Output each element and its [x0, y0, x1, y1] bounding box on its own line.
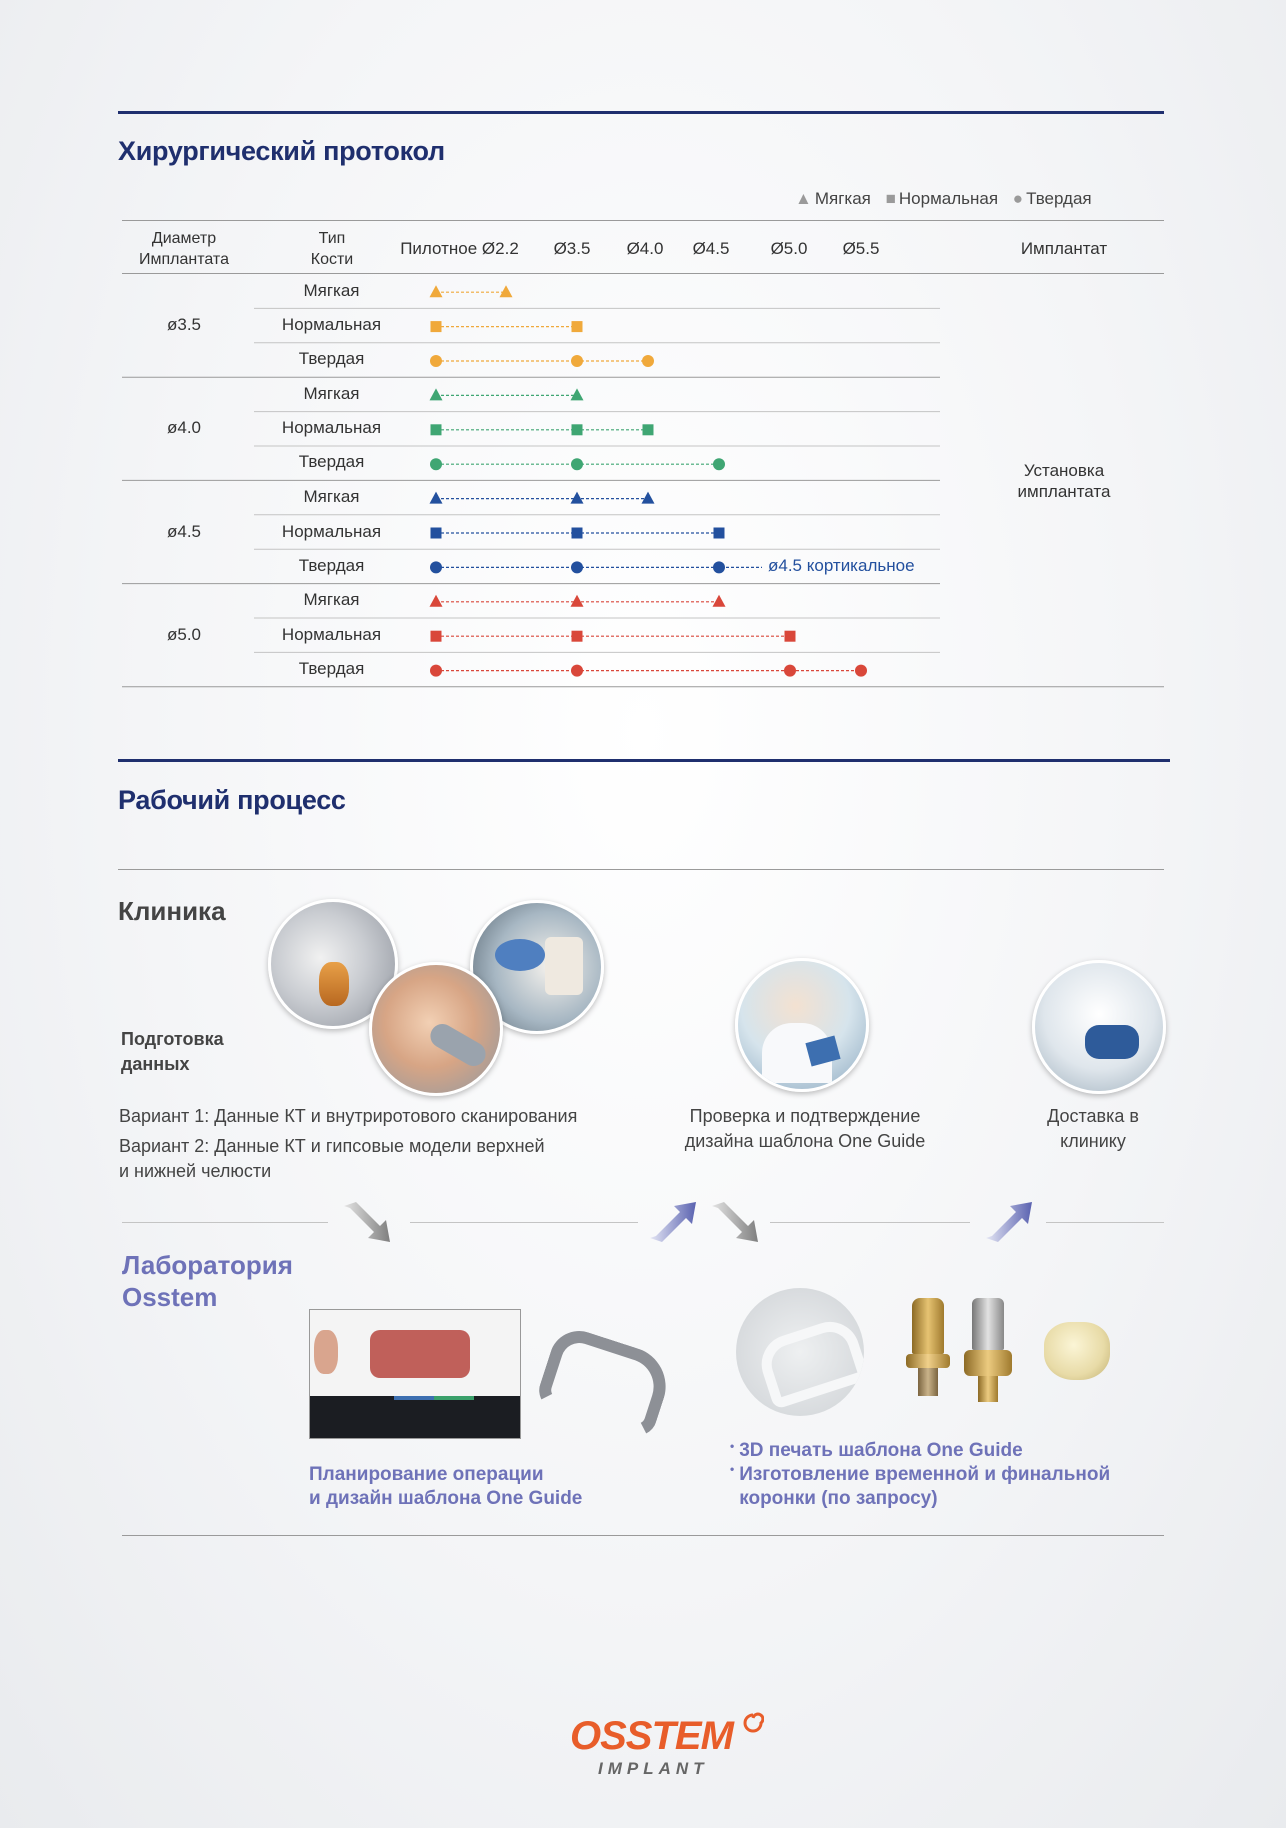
bone-label: Твердая [298, 556, 365, 575]
group-diameter-40: ø4.0 [166, 418, 202, 437]
header-drill-40: Ø4.0 [626, 239, 664, 258]
crown-photo [1044, 1322, 1110, 1380]
drill-marker-circle [784, 665, 796, 677]
bone-label: Мягкая [303, 590, 360, 609]
workflow-title: Рабочий процесс [118, 785, 346, 815]
planning-software-screenshot [309, 1309, 521, 1439]
drill-marker-square [572, 321, 583, 332]
drill-marker-triangle [571, 492, 584, 504]
drill-marker-circle [571, 665, 583, 677]
drill-marker-triangle [500, 285, 513, 297]
drill-marker-square [714, 528, 725, 539]
lab-title: Лаборатория Osstem [122, 1250, 293, 1312]
drill-marker-triangle [642, 492, 655, 504]
protocol-drill-chart [0, 0, 1286, 700]
workflow-top-rule [118, 759, 1170, 762]
drill-marker-triangle [713, 595, 726, 607]
drill-marker-triangle [430, 595, 443, 607]
drill-marker-square [572, 528, 583, 539]
drill-marker-circle [430, 665, 442, 677]
drill-marker-circle [855, 665, 867, 677]
header-diameter: Диаметр Имплантата [139, 230, 229, 268]
legend-normal: ■ Нормальная [885, 189, 999, 208]
prep-title: Подготовка данных [121, 1029, 224, 1074]
flow-divider [122, 1222, 328, 1223]
guide-model-render [540, 1316, 650, 1434]
bone-label: Мягкая [303, 384, 360, 403]
drill-marker-triangle [430, 285, 443, 297]
circle-icon: ● [1012, 189, 1024, 208]
doctor-tablet-photo [735, 958, 869, 1092]
bone-label: Нормальная [281, 315, 382, 334]
header-drill-35: Ø3.5 [553, 239, 591, 258]
group-diameter-45: ø4.5 [166, 522, 202, 541]
titanium-abutment-photo [964, 1298, 1012, 1402]
workflow-bottom-rule [122, 1535, 1164, 1536]
implant-logo-text: IMPLANT [598, 1759, 709, 1778]
bone-label: Нормальная [281, 625, 382, 644]
drill-marker-circle [642, 355, 654, 367]
gold-abutment-photo [906, 1298, 950, 1398]
header-drill-55: Ø5.5 [842, 239, 880, 258]
dental-clinic-photo [1032, 960, 1166, 1094]
planning-text: Планирование операции и дизайн шаблона One Guide [309, 1464, 583, 1509]
flow-divider [770, 1222, 970, 1223]
drill-marker-square [643, 424, 654, 435]
protocol-title: Хирургический протокол [118, 136, 445, 166]
arrow-down-right-icon [708, 1200, 764, 1244]
drill-marker-triangle [430, 388, 443, 400]
header-bone: Тип Кости [310, 230, 354, 268]
bone-label: Нормальная [281, 418, 382, 437]
drill-marker-circle [713, 561, 725, 573]
option-1-text: Вариант 1: Данные КТ и внутриротового сканирования [119, 1106, 578, 1126]
bone-label: Твердая [298, 452, 365, 471]
arrow-down-right-icon [340, 1200, 396, 1244]
arrow-up-right-icon [646, 1200, 702, 1244]
drill-marker-circle [571, 561, 583, 573]
implant-note: Установка имплантата [1017, 461, 1111, 501]
header-drill-45: Ø4.5 [692, 239, 730, 258]
header-drill-50: Ø5.0 [770, 239, 808, 258]
flow-divider [410, 1222, 638, 1223]
bone-label: Твердая [298, 659, 365, 678]
drill-marker-triangle [430, 492, 443, 504]
lab-bullet-1: • 3D печать шаблона One Guide [730, 1439, 1023, 1461]
3d-printed-guide-photo [736, 1288, 864, 1416]
option-2-text: Вариант 2: Данные КТ и гипсовые модели верхней и нижней челюсти [119, 1136, 545, 1181]
lab-bullet-2: • Изготовление временной и финальной коронки (по запросу) [730, 1462, 1111, 1509]
group-diameter-35: ø3.5 [166, 315, 202, 334]
header-implant: Имплантат [1020, 239, 1108, 258]
verify-text: Проверка и подтверждение дизайна шаблона One Guide [684, 1106, 926, 1151]
osstem-logo: OSSTEM [570, 1714, 733, 1758]
bone-label: Нормальная [281, 522, 382, 541]
workflow-section-rule [118, 869, 1164, 870]
legend-soft: ▲ Мягкая [795, 189, 871, 208]
drill-marker-circle [430, 561, 442, 573]
drill-marker-square [572, 631, 583, 642]
drill-marker-square [572, 424, 583, 435]
clinic-title: Клиника [118, 896, 226, 926]
drill-marker-square [431, 321, 442, 332]
arrow-up-right-icon [982, 1200, 1038, 1244]
bone-label: Твердая [298, 349, 365, 368]
drill-marker-square [431, 528, 442, 539]
drill-marker-triangle [571, 388, 584, 400]
drill-marker-triangle [571, 595, 584, 607]
intraoral-scan-photo [369, 962, 503, 1096]
drill-marker-circle [713, 458, 725, 470]
header-drill-pilot: Пилотное Ø2.2 [400, 239, 519, 258]
bone-label: Мягкая [303, 487, 360, 506]
drill-marker-circle [430, 458, 442, 470]
drill-marker-circle [571, 458, 583, 470]
drill-marker-square [431, 424, 442, 435]
drill-marker-circle [430, 355, 442, 367]
drill-marker-square [785, 631, 796, 642]
delivery-text: Доставка в клинику [1047, 1106, 1139, 1151]
legend-hard: ● Твердая [1012, 189, 1092, 208]
square-icon: ■ [885, 189, 896, 208]
group-diameter-50: ø5.0 [166, 625, 202, 644]
drill-marker-circle [571, 355, 583, 367]
triangle-icon: ▲ [795, 189, 812, 208]
cortical-note: ø4.5 кортикальное [768, 556, 915, 575]
flow-divider [1046, 1222, 1164, 1223]
logo-swirl-icon [742, 1712, 764, 1734]
drill-marker-square [431, 631, 442, 642]
bone-label: Мягкая [303, 281, 360, 300]
